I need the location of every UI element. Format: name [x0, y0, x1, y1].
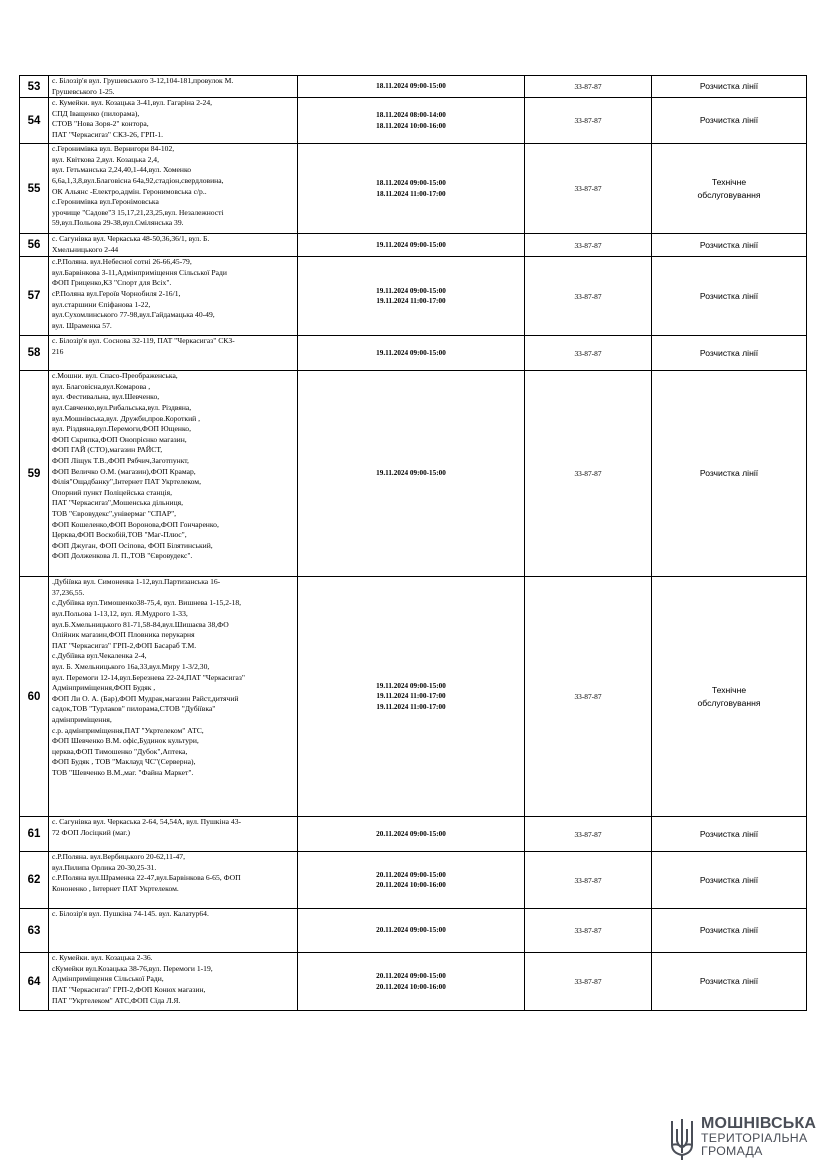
outage-time-cell: 19.11.2024 09:00-15:00 — [298, 234, 525, 257]
table-row — [20, 577, 807, 817]
phone-cell: 33-87-87 — [525, 909, 652, 953]
outage-time-cell: 19.11.2024 09:00-15:00 — [298, 371, 525, 577]
phone-cell: 33-87-87 — [525, 371, 652, 577]
work-type-cell: Розчистка лінії — [652, 371, 807, 577]
logo-subtitle: ТЕРИТОРІАЛЬНА ГРОМАДА — [701, 1131, 808, 1158]
outage-time-cell: 20.11.2024 09:00-15:00 20.11.2024 10:00-16:00 — [298, 953, 525, 1011]
table-row — [20, 953, 807, 1011]
community-logo — [669, 1115, 817, 1163]
address-cell: с.Р.Поляна. вул.Небесної сотні 26-66,45-79, вул.Барвінкова 3-11,Адмінприміщення Сільської Ради ФОП Гриценко,КЗ "Спорт для Всіх". сР.Поляна вул.Героїв Чорнобиля 2-16/1, вул.старшини Єпіфанова 1-22, вул.Сухомлинського 77-98,вул.Гайдамацька 40-49, вул. Шраменка 57. — [49, 257, 298, 336]
table-row — [20, 76, 807, 98]
address-cell: с.Р.Поляна. вул.Вербицького 20-62,11-47, вул.Пилипа Орлика 20-30,25-31. с.Р.Поляна вул.Шраменка 22-47,вул.Барвінкова 6-65, ФОП Кононенко , Інтернет ПАТ Укртелеком. — [49, 852, 298, 909]
logo-title: МОШНІВСЬКА — [701, 1115, 817, 1132]
outage-schedule-table — [19, 75, 807, 1011]
row-number: 55 — [20, 144, 49, 234]
table-row — [20, 909, 807, 953]
outage-time-cell: 19.11.2024 09:00-15:00 19.11.2024 11:00-17:00 19.11.2024 11:00-17:00 — [298, 577, 525, 817]
outage-time-cell: 18.11.2024 09:00-15:00 — [298, 76, 525, 98]
work-type-cell: Розчистка лінії — [652, 852, 807, 909]
table-row — [20, 234, 807, 257]
outage-time-cell: 18.11.2024 08:00-14:00 18.11.2024 10:00-16:00 — [298, 98, 525, 144]
row-number: 59 — [20, 371, 49, 577]
outage-time-cell: 20.11.2024 09:00-15:00 — [298, 817, 525, 852]
table-row — [20, 144, 807, 234]
outage-time-cell: 20.11.2024 09:00-15:00 20.11.2024 10:00-16:00 — [298, 852, 525, 909]
phone-cell: 33-87-87 — [525, 234, 652, 257]
work-type-cell: Розчистка лінії — [652, 234, 807, 257]
phone-cell: 33-87-87 — [525, 953, 652, 1011]
row-number: 54 — [20, 98, 49, 144]
table-row — [20, 257, 807, 336]
address-cell: с. Білозір'я вул. Пушкіна 74-145. вул. Калатур64. — [49, 909, 298, 953]
work-type-cell: Розчистка лінії — [652, 909, 807, 953]
work-type-cell: Розчистка лінії — [652, 257, 807, 336]
work-type-cell: Розчистка лінії — [652, 953, 807, 1011]
address-cell: с. Білозір'я вул. Соснова 32-119, ПАТ "Черкасигаз" СКЗ- 216 — [49, 336, 298, 371]
address-cell: с.Мошни. вул. Спасо-Преображенська, вул. Благовісна,вул.Комарова , вул. Фестивальна, вул.Шевченко, вул.Савченко,вул.Рибальська,вул. Різдвяна, вул.Мошнівська,вул. Дружби,пров.Короткий , вул. Різдвяна,вул.Перемоги,ФОП Ющенко, ФОП Скрипка,ФОП Онопрієнко магазин, ФОП ГАЙ (СТО),магазин РАЙСТ, ФОП Ліщук Т.В.,ФОП Рябчич,Заготпункт, ФОП Величко О.М. (магазин),ФОП Крамар, Філія"Ощадбанку",Інтернет ПАТ Укртелеком, Опорний пункт Поліцейська станція, ПАТ "Черкасигаз",Мошенська дільниця, ТОВ "Євровудекс",універмаг "СПАР", ФОП Кошеленко,ФОП Воронова,ФОП Гончаренко, Церква,ФОП Воскобій,ТОВ "Маг-Плюс", ФОП Джуган, ФОП Осіпова, ФОП Білятинський, ФОП Долженкова Л. П.,ТОВ "Євровудекс". — [49, 371, 298, 577]
row-number: 61 — [20, 817, 49, 852]
address-cell: с. Білозір'я вул. Грушевського 3-12,104-181,провулок М. Грушевського 1-25. — [49, 76, 298, 98]
address-cell: с. Сагунівка вул. Черкаська 2-64, 54,54А, вул. Пушкіна 43- 72 ФОП Лосіцкий (маг.) — [49, 817, 298, 852]
row-number: 63 — [20, 909, 49, 953]
phone-cell: 33-87-87 — [525, 336, 652, 371]
phone-cell: 33-87-87 — [525, 76, 652, 98]
table-row — [20, 817, 807, 852]
tryzub-icon — [669, 1117, 695, 1161]
phone-cell: 33-87-87 — [525, 144, 652, 234]
work-type-cell: Технічне обслуговування — [652, 144, 807, 234]
outage-time-cell: 18.11.2024 09:00-15:00 18.11.2024 11:00-17:00 — [298, 144, 525, 234]
table-row — [20, 852, 807, 909]
work-type-cell: Розчистка лінії — [652, 98, 807, 144]
address-cell: с.Геронимівка вул. Вернигори 84-102, вул. Квіткова 2,вул. Козацька 2,4, вул. Гетьманська 2,24,40,1-44,вул. Хоменко 6,6а,1,3,8,вул.Благовісна 64а,92,стадіон,свердловина, ОК Альянс -Електро,адмін. Геронимовська с/р.. с.Геронимівка вул.Геронімовська урочище "Садове"3 15,17,21,23,25,вул. Незалежності 59,вул.Польова 29-38,вул.Смілянська 39. — [49, 144, 298, 234]
work-type-cell: Розчистка лінії — [652, 76, 807, 98]
phone-cell: 33-87-87 — [525, 817, 652, 852]
table-row — [20, 98, 807, 144]
phone-cell: 33-87-87 — [525, 257, 652, 336]
address-cell: с. Кумейки. вул. Козацька 3-41,вул. Гагаріна 2-24, СПД Іващенко (пилорама), СТОВ "Нова Зоря-2" контора, ПАТ "Черкасигаз" СКЗ-26, ГРП-1. — [49, 98, 298, 144]
address-cell: .Дубіївка вул. Симоненка 1-12,вул.Партизанська 16- 37,236,55. с.Дубіївка вул.Тимошенко38-75,4, вул. Вишнева 1-15,2-18, вул.Польова 1-13,12, вул. Я.Мудрого 1-33, вул.Б.Хмельницького 81-71,58-84,вул.Шишаєва 38,ФО Олійник магазин,ФОП Пловника перукарня ПАТ "Черкасигаз" ГРП-2,ФОП Басараб Т.М. с.Дубіївка вул.Чекаленка 2-4, вул. Б. Хмельницького 16а,33,вул.Миру 1-3/2,30, вул. Перемоги 12-14,вул.Березнева 22-24,ПАТ "Черкасигаз" Адмінприміщення,ФОП Будяк , ФОП Ли О. А. (Бар),ФОП Мудрак,магазин Райст,дитячий садок,ТОВ "Турлаков" пилорама,СТОВ "Дубіївка" адмінприміщення, с.р. адмінприміщення,ПАТ "Укртелеком" АТС, ФОП Шевченко В.М. офіс,Будинок культури, церква,ФОП Тимошенко "Дубок",Аптека, ФОП Будяк , ТОВ "Маклауд ЧС"(Серверна), ТОВ "Шевченко В.М.,маг. "Файна Маркет". — [49, 577, 298, 817]
phone-cell: 33-87-87 — [525, 577, 652, 817]
work-type-cell: Технічне обслуговування — [652, 577, 807, 817]
address-cell: с. Сагунівка вул. Черкаська 48-50,36,36/1, вул. Б. Хмельницького 2-44 — [49, 234, 298, 257]
row-number: 53 — [20, 76, 49, 98]
outage-time-cell: 19.11.2024 09:00-15:00 19.11.2024 11:00-17:00 — [298, 257, 525, 336]
row-number: 60 — [20, 577, 49, 817]
table-row — [20, 371, 807, 577]
address-cell: с. Кумейки. вул. Козацька 2-36. сКумейки вул.Козацька 38-76,вул. Перемоги 1-19, Адмінприміщення Сільської Ради, ПАТ "Черкасигаз" ГРП-2,ФОП Конюх магазин, ПАТ "Укртелеком" АТС,ФОП Сіда Л.Я. — [49, 953, 298, 1011]
row-number: 58 — [20, 336, 49, 371]
outage-time-cell: 19.11.2024 09:00-15:00 — [298, 336, 525, 371]
phone-cell: 33-87-87 — [525, 98, 652, 144]
work-type-cell: Розчистка лінії — [652, 336, 807, 371]
outage-time-cell: 20.11.2024 09:00-15:00 — [298, 909, 525, 953]
work-type-cell: Розчистка лінії — [652, 817, 807, 852]
row-number: 64 — [20, 953, 49, 1011]
row-number: 62 — [20, 852, 49, 909]
table-row — [20, 336, 807, 371]
row-number: 56 — [20, 234, 49, 257]
row-number: 57 — [20, 257, 49, 336]
phone-cell: 33-87-87 — [525, 852, 652, 909]
